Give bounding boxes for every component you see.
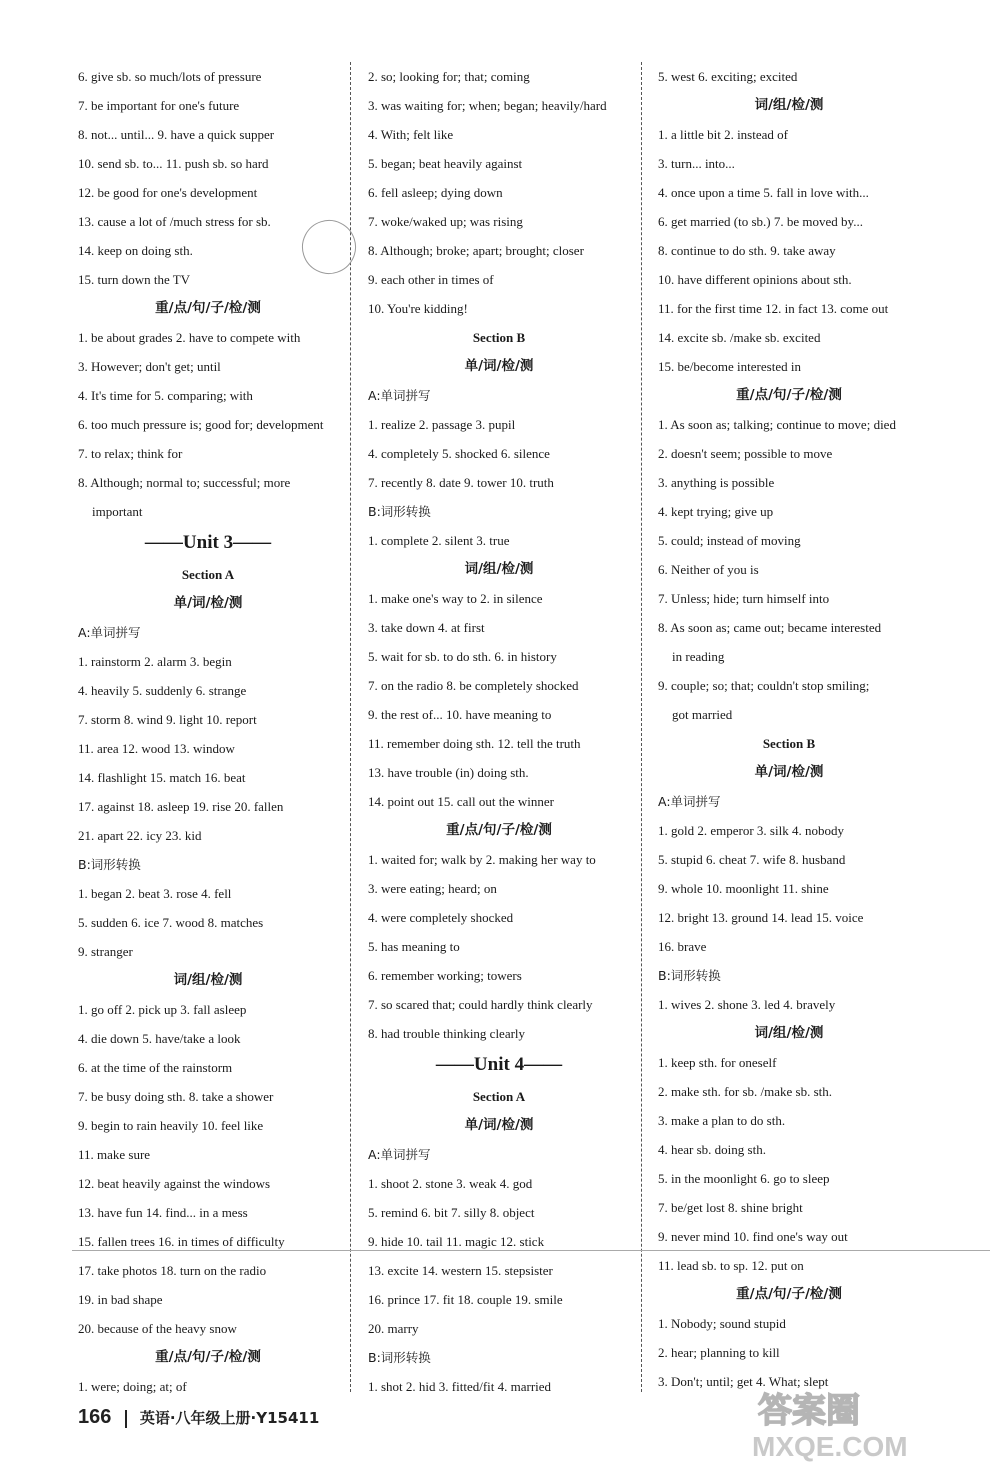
answer-line: 9. stranger [78, 944, 133, 959]
answer-line: 1. shoot 2. stone 3. weak 4. god [368, 1176, 533, 1191]
answer-line: 2. so; looking for; that; coming [368, 69, 530, 84]
section-title: Section A [181, 567, 235, 582]
answer-line: 5. stupid 6. cheat 7. wife 8. husband [658, 852, 846, 867]
answer-line: 6. remember working; towers [368, 968, 522, 983]
answer-line: 8. not... until... 9. have a quick supper [78, 127, 275, 142]
answer-line: 7. be busy doing sth. 8. take a shower [78, 1089, 274, 1104]
answer-line: 1. go off 2. pick up 3. fall asleep [78, 1002, 247, 1017]
answer-line: 8. Although; broke; apart; brought; closer [368, 243, 584, 258]
answer-line: 13. have fun 14. find... in a mess [78, 1205, 248, 1220]
answer-line: 20. marry [368, 1321, 419, 1336]
watermark-text: MXQE.COM [752, 1431, 908, 1462]
answer-line: 3. make a plan to do sth. [658, 1113, 786, 1128]
answer-line: 9. each other in times of [368, 272, 494, 287]
answer-line: 15. be/become interested in [658, 359, 801, 374]
section-heading: 重/点/句/子/检/测 [736, 387, 842, 403]
subsection-label: B:词形转换 [658, 968, 721, 983]
answer-line: 4. With; felt like [368, 127, 454, 142]
answer-line: 5. remind 6. bit 7. silly 8. object [368, 1205, 535, 1220]
subsection-label: B:词形转换 [368, 1350, 431, 1365]
answer-line: 3. were eating; heard; on [368, 881, 497, 896]
answer-line: 4. once upon a time 5. fall in love with... [658, 185, 869, 200]
subsection-label: A:单词拼写 [78, 625, 141, 640]
answer-line: 11. lead sb. to sp. 12. put on [658, 1258, 804, 1273]
answer-line: 6. fell asleep; dying down [368, 185, 503, 200]
answer-line: 14. excite sb. /make sb. excited [658, 330, 821, 345]
section-heading: 单/词/检/测 [754, 764, 824, 780]
answer-line-continued: important [92, 504, 143, 519]
answer-line: 7. storm 8. wind 9. light 10. report [78, 712, 257, 727]
answer-line: 13. cause a lot of /much stress for sb. [78, 214, 271, 229]
subsection-label: A:单词拼写 [368, 388, 431, 403]
answer-line: 1. As soon as; talking; continue to move; died [658, 417, 896, 432]
answer-line: 11. make sure [78, 1147, 151, 1162]
section-heading: 重/点/句/子/检/测 [736, 1286, 842, 1302]
answer-line: 19. in bad shape [78, 1292, 163, 1307]
answer-line: 1. realize 2. passage 3. pupil [368, 417, 516, 432]
section-heading: 单/词/检/测 [464, 358, 534, 374]
page-number: 166 [78, 1406, 112, 1428]
answer-line: 16. brave [658, 939, 707, 954]
answer-line: 3. Don't; until; get 4. What; slept [658, 1374, 829, 1389]
answer-line-continued: got married [672, 707, 733, 722]
answer-line: 7. Unless; hide; turn himself into [658, 591, 830, 606]
answer-line: 9. the rest of... 10. have meaning to [368, 707, 552, 722]
answer-line: 1. waited for; walk by 2. making her way to [368, 852, 596, 867]
answer-line: 5. wait for sb. to do sth. 6. in history [368, 649, 557, 664]
answer-line: 7. recently 8. date 9. tower 10. truth [368, 475, 554, 490]
answer-line: 5. west 6. exciting; excited [658, 69, 798, 84]
answer-line: 14. point out 15. call out the winner [368, 794, 554, 809]
section-heading: 词/组/检/测 [173, 972, 243, 988]
answer-line: 8. continue to do sth. 9. take away [658, 243, 836, 258]
answer-line: 9. couple; so; that; couldn't stop smiling; [658, 678, 870, 693]
answer-line: 21. apart 22. icy 23. kid [78, 828, 202, 843]
section-title: Section B [762, 736, 816, 751]
answer-line: 9. begin to rain heavily 10. feel like [78, 1118, 264, 1133]
answer-line: 4. die down 5. have/take a look [78, 1031, 241, 1046]
answer-line: 3. anything is possible [658, 475, 775, 490]
answer-line: 1. a little bit 2. instead of [658, 127, 788, 142]
answer-line: 10. have different opinions about sth. [658, 272, 852, 287]
answer-line: 1. began 2. beat 3. rose 4. fell [78, 886, 232, 901]
section-heading: 词/组/检/测 [754, 97, 824, 113]
answer-line: 10. send sb. to... 11. push sb. so hard [78, 156, 269, 171]
section-heading: 重/点/句/子/检/测 [446, 822, 552, 838]
section-heading: 重/点/句/子/检/测 [155, 1349, 261, 1365]
answer-line: 6. get married (to sb.) 7. be moved by... [658, 214, 863, 229]
answer-line: 7. to relax; think for [78, 446, 183, 461]
section-heading: 词/组/检/测 [754, 1025, 824, 1041]
answer-line: 9. hide 10. tail 11. magic 12. stick [368, 1234, 545, 1249]
subsection-label: B:词形转换 [78, 857, 141, 872]
section-title: Section A [472, 1089, 526, 1104]
answer-line: 1. wives 2. shone 3. led 4. bravely [658, 997, 836, 1012]
bottom-rule [72, 1250, 990, 1251]
answer-line: 17. against 18. asleep 19. rise 20. fallen [78, 799, 284, 814]
answer-line: 11. remember doing sth. 12. tell the truth [368, 736, 581, 751]
answer-line: 15. fallen trees 16. in times of difficulty [78, 1234, 285, 1249]
unit-title: ——Unit 3—— [144, 532, 272, 553]
section-heading: 单/词/检/测 [173, 595, 243, 611]
answer-line: 10. You're kidding! [368, 301, 468, 316]
answer-line: 9. never mind 10. find one's way out [658, 1229, 848, 1244]
book-info: 英语·八年级上册·Y15411 [139, 1409, 320, 1427]
answer-line: 5. began; beat heavily against [368, 156, 523, 171]
column-divider-2 [641, 62, 642, 1392]
answer-line: 13. have trouble (in) doing sth. [368, 765, 529, 780]
answer-line: 7. so scared that; could hardly think clearly [368, 997, 593, 1012]
answer-line: 1. make one's way to 2. in silence [368, 591, 543, 606]
subsection-label: B:词形转换 [368, 504, 431, 519]
answer-line: 12. be good for one's development [78, 185, 258, 200]
answer-line: 6. Neither of you is [658, 562, 759, 577]
answer-line: 15. turn down the TV [78, 272, 191, 287]
answer-line: 2. hear; planning to kill [658, 1345, 780, 1360]
answer-line: 20. because of the heavy snow [78, 1321, 237, 1336]
answer-line: 6. at the time of the rainstorm [78, 1060, 233, 1075]
answer-line: 14. keep on doing sth. [78, 243, 193, 258]
column-2 [368, 62, 630, 1401]
answer-line: 9. whole 10. moonlight 11. shine [658, 881, 829, 896]
answer-line: 2. make sth. for sb. /make sb. sth. [658, 1084, 833, 1099]
answer-line: 1. were; doing; at; of [78, 1379, 187, 1394]
answer-line: 13. excite 14. western 15. stepsister [368, 1263, 553, 1278]
column-1 [78, 62, 338, 1401]
answer-line: 12. beat heavily against the windows [78, 1176, 271, 1191]
unit-title: ——Unit 4—— [435, 1054, 563, 1075]
answer-line: 7. be/get lost 8. shine bright [658, 1200, 803, 1215]
subsection-label: A:单词拼写 [658, 794, 721, 809]
answer-line: 1. rainstorm 2. alarm 3. begin [78, 654, 232, 669]
answer-line: 3. take down 4. at first [368, 620, 485, 635]
answer-line: 1. gold 2. emperor 3. silk 4. nobody [658, 823, 844, 838]
answer-line: 7. be important for one's future [78, 98, 240, 113]
column-3 [658, 62, 920, 1396]
answer-line-continued: in reading [672, 649, 725, 664]
answer-line: 1. complete 2. silent 3. true [368, 533, 510, 548]
answer-line: 3. However; don't get; until [78, 359, 221, 374]
answer-line: 4. heavily 5. suddenly 6. strange [78, 683, 247, 698]
answer-line: 8. Although; normal to; successful; more [78, 475, 291, 490]
answer-line: 8. had trouble thinking clearly [368, 1026, 526, 1041]
watermark-logo-icon [738, 1382, 988, 1464]
section-heading: 单/词/检/测 [464, 1117, 534, 1133]
page-footer [78, 1400, 319, 1434]
answer-line: 3. was waiting for; when; began; heavily/hard [368, 98, 607, 113]
answer-line: 1. be about grades 2. have to compete with [78, 330, 301, 345]
footer-divider [125, 1410, 127, 1428]
answer-line: 11. area 12. wood 13. window [78, 741, 235, 756]
answer-line: 8. As soon as; came out; became interested [658, 620, 882, 635]
answer-line: 4. It's time for 5. comparing; with [78, 388, 253, 403]
answer-line: 12. bright 13. ground 14. lead 15. voice [658, 910, 864, 925]
answer-line: 5. has meaning to [368, 939, 460, 954]
answer-line: 4. completely 5. shocked 6. silence [368, 446, 550, 461]
answer-line: 16. prince 17. fit 18. couple 19. smile [368, 1292, 563, 1307]
section-heading: 重/点/句/子/检/测 [155, 300, 261, 316]
section-title: Section B [472, 330, 526, 345]
answer-line: 1. Nobody; sound stupid [658, 1316, 786, 1331]
watermark-cn: 答案圈 [758, 1391, 860, 1431]
answer-line: 1. keep sth. for oneself [658, 1055, 777, 1070]
answer-line: 4. hear sb. doing sth. [658, 1142, 766, 1157]
answer-line: 5. in the moonlight 6. go to sleep [658, 1171, 830, 1186]
answer-line: 11. for the first time 12. in fact 13. come out [658, 301, 889, 316]
answer-line: 3. turn... into... [658, 156, 735, 171]
answer-line: 17. take photos 18. turn on the radio [78, 1263, 267, 1278]
answer-line: 6. give sb. so much/lots of pressure [78, 69, 262, 84]
answer-line: 6. too much pressure is; good for; development [78, 417, 324, 432]
answer-line: 4. were completely shocked [368, 910, 514, 925]
subsection-label: A:单词拼写 [368, 1147, 431, 1162]
section-heading: 词/组/检/测 [464, 561, 534, 577]
answer-line: 7. woke/waked up; was rising [368, 214, 523, 229]
answer-line: 1. shot 2. hid 3. fitted/fit 4. married [368, 1379, 552, 1394]
answer-line: 5. could; instead of moving [658, 533, 801, 548]
answer-line: 5. sudden 6. ice 7. wood 8. matches [78, 915, 264, 930]
answer-line: 2. doesn't seem; possible to move [658, 446, 833, 461]
answer-line: 4. kept trying; give up [658, 504, 774, 519]
answer-line: 7. on the radio 8. be completely shocked [368, 678, 579, 693]
answer-line: 14. flashlight 15. match 16. beat [78, 770, 246, 785]
